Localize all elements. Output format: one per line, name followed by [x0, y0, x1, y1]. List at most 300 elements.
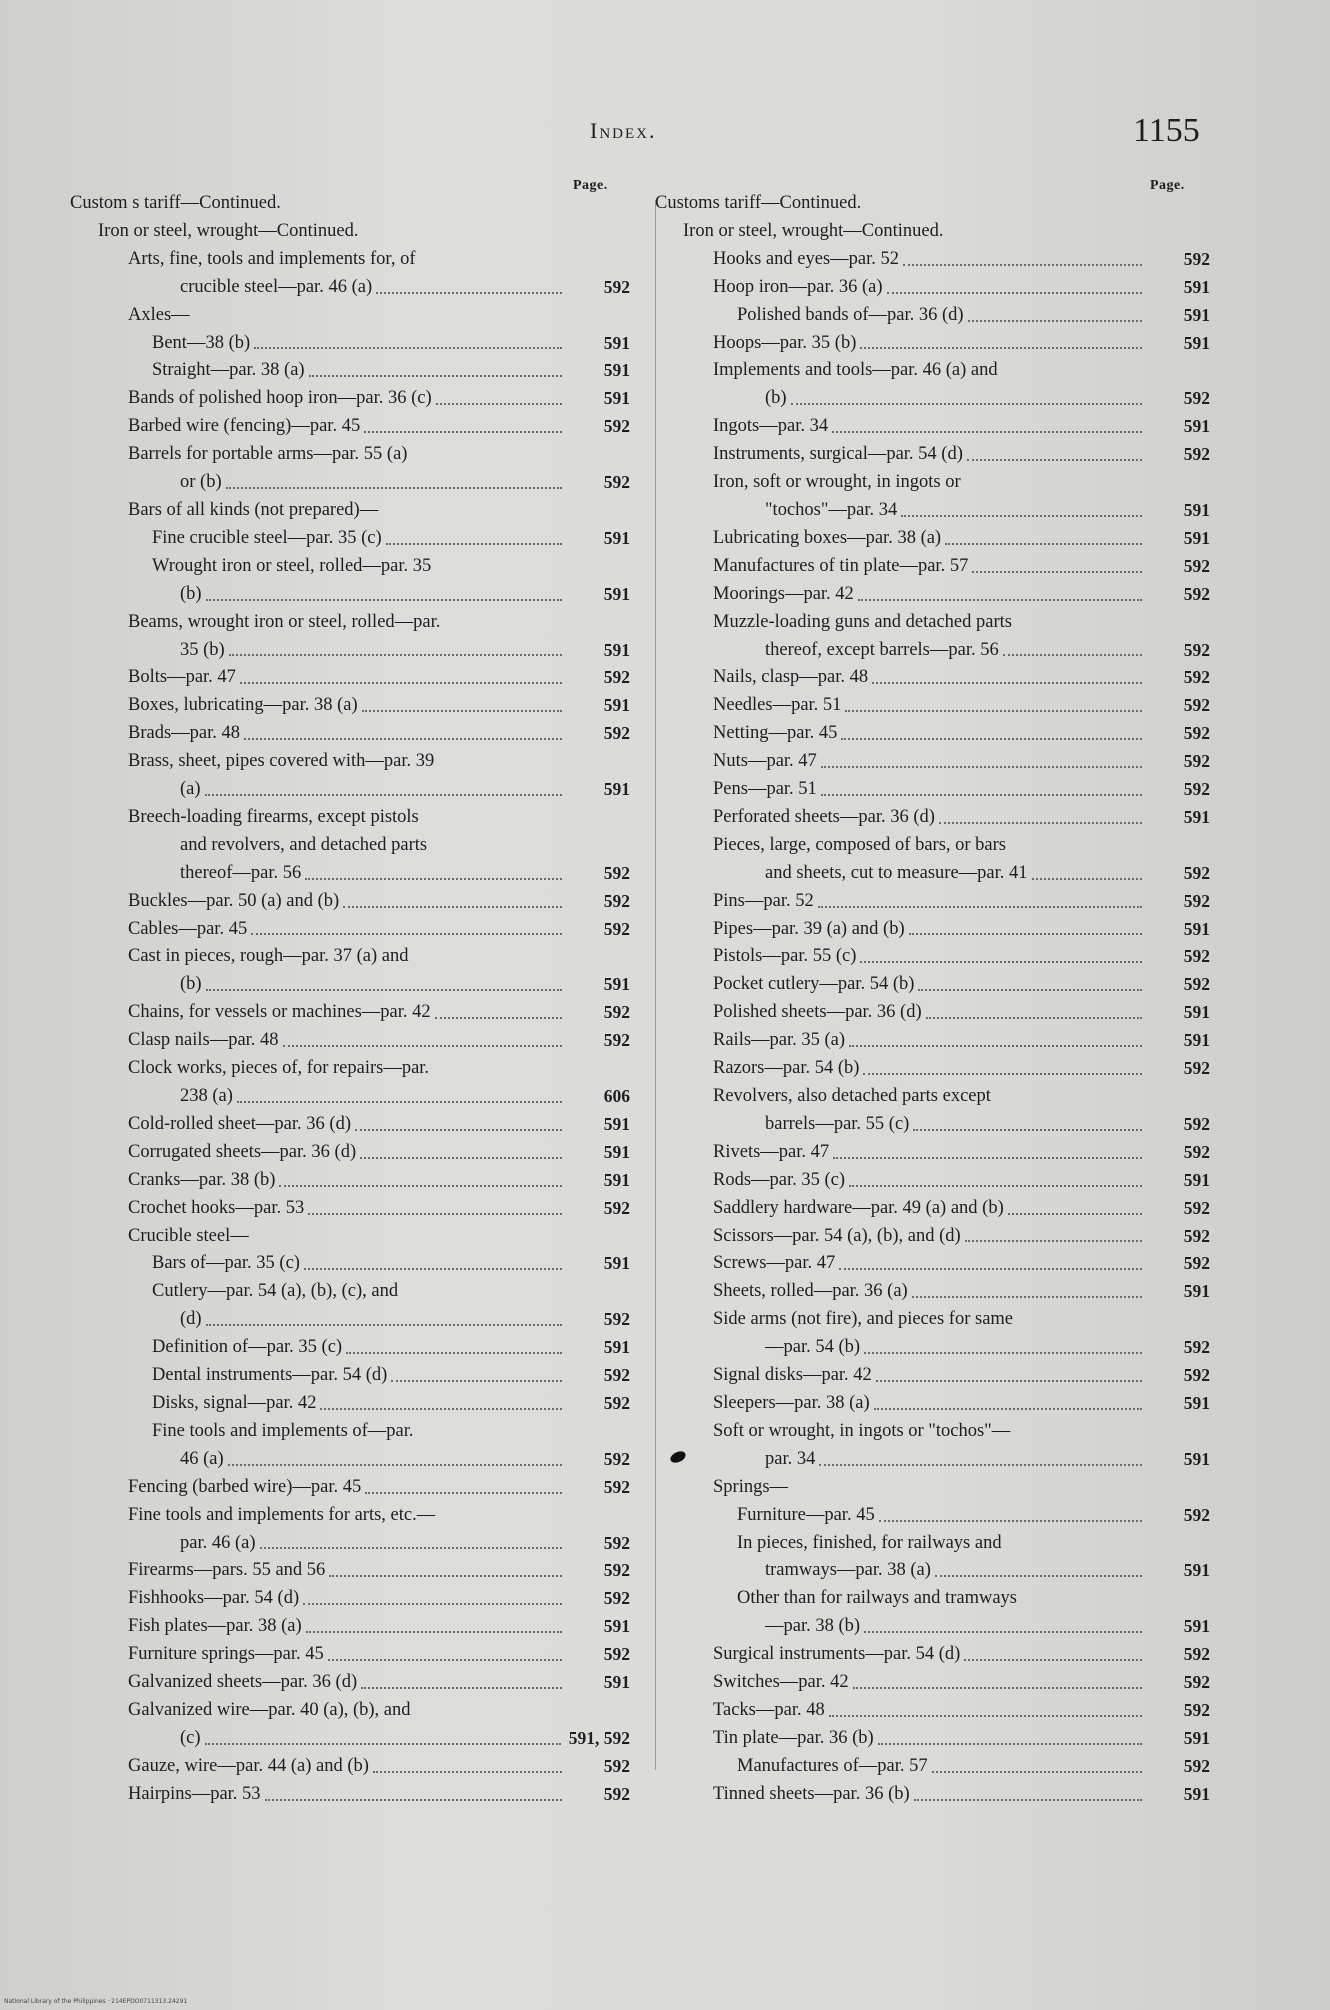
index-entry-page: 592: [603, 862, 630, 883]
dot-leader: [436, 403, 562, 405]
index-entry-text: Fish plates—par. 38 (a): [128, 1616, 302, 1637]
index-entry-text: Nuts—par. 47: [713, 751, 817, 772]
index-entry-text: Pocket cutlery—par. 54 (b): [713, 974, 915, 995]
index-entry-page: 592: [603, 1448, 630, 1469]
index-entry: [655, 1390, 1210, 1418]
index-entry-text: Manufactures of—par. 57: [737, 1755, 928, 1776]
index-entry-text: Fine crucible steel—par. 35 (c): [152, 527, 382, 548]
dot-leader: [901, 515, 1142, 517]
index-entry: [655, 1055, 1210, 1083]
index-entry: [70, 637, 630, 665]
index-entry-page: 591: [1183, 527, 1210, 548]
index-entry-page: 592: [1183, 1113, 1210, 1134]
index-entry-text: Side arms (not fire), and pieces for same: [713, 1309, 1014, 1330]
index-entry-text: Cables—par. 45: [128, 918, 248, 939]
left-page-column-head: Page.: [573, 178, 608, 193]
index-entry-page: 591: [1183, 1002, 1210, 1023]
index-entry: [655, 581, 1210, 609]
dot-leader: [355, 1129, 562, 1131]
index-entry-text: Pipes—par. 39 (a) and (b): [713, 918, 905, 939]
dot-leader: [283, 1045, 562, 1047]
index-entry-page: 592: [603, 1002, 630, 1023]
dot-leader: [1032, 878, 1142, 880]
dot-leader: [365, 1492, 562, 1494]
dot-leader: [849, 1185, 1142, 1187]
index-entry-page: 592: [1183, 639, 1210, 660]
dot-leader: [841, 738, 1142, 740]
index-entry: [70, 1725, 630, 1753]
index-entry: [70, 1530, 630, 1558]
index-entry-page: 592: [603, 472, 630, 493]
index-entry-page: 592: [1183, 862, 1210, 883]
index-entry-text: (a): [180, 779, 201, 800]
index-entry-text: Revolvers, also detached parts except: [713, 1086, 991, 1106]
index-entry-page: 591: [603, 1113, 630, 1134]
index-entry-page: 592: [603, 276, 630, 297]
dot-leader: [903, 264, 1142, 266]
index-entry: [655, 1613, 1210, 1641]
index-entry-page: 592: [1183, 1225, 1210, 1246]
index-entry-page: 592: [603, 416, 630, 437]
index-entry-page: 592: [1183, 1058, 1210, 1079]
index-entry: [655, 1585, 1210, 1613]
index-entry-text: Breech-loading firearms, except pistols: [128, 806, 419, 827]
index-entry: [70, 1697, 630, 1725]
dot-leader: [845, 710, 1142, 712]
index-entry: [655, 1725, 1210, 1753]
index-entry-page: 592: [1183, 583, 1210, 604]
index-entry: [70, 692, 630, 720]
index-entry-page: 592: [1183, 667, 1210, 688]
index-entry-text: Disks, signal—par. 42: [152, 1392, 317, 1413]
index-entry-text: Crucible steel—: [128, 1225, 249, 1246]
index-entry-text: Furniture—par. 45: [737, 1504, 875, 1525]
index-entry-text: Netting—par. 45: [713, 723, 838, 744]
index-entry-text: tramways—par. 38 (a): [765, 1560, 931, 1581]
index-entry-text: Fine tools and implements of—par.: [152, 1420, 414, 1441]
index-entry-text: Boxes, lubricating—par. 38 (a): [128, 695, 358, 716]
dot-leader: [305, 878, 562, 880]
index-entry-text: (d): [180, 1309, 202, 1330]
dot-leader: [914, 1799, 1142, 1801]
index-entry-page: 592: [603, 1392, 630, 1413]
index-entry: [70, 218, 630, 246]
index-entry-page: 591: [1183, 806, 1210, 827]
index-entry-page: 592: [603, 1588, 630, 1609]
index-entry-page: 592: [1183, 723, 1210, 744]
dot-leader: [818, 906, 1142, 908]
dot-leader: [391, 1380, 562, 1382]
index-entry: [655, 1167, 1210, 1195]
index-entry-text: Furniture springs—par. 45: [128, 1644, 324, 1665]
index-entry: [655, 525, 1210, 553]
index-entry-page: 592: [1183, 751, 1210, 772]
dot-leader: [833, 1157, 1142, 1159]
index-entry: [70, 1446, 630, 1474]
index-entry-page: 591: [1183, 1030, 1210, 1051]
index-entry-page: 591: [603, 1141, 630, 1162]
index-entry-page: 592: [1183, 695, 1210, 716]
index-entry-page: 591: [1183, 304, 1210, 325]
index-entry-text: Custom s tariff—Continued.: [70, 193, 281, 213]
index-entry-text: Wrought iron or steel, rolled—par. 35: [152, 555, 432, 576]
index-entry-page: 592: [603, 1755, 630, 1776]
right-page-column-head: Page.: [1150, 178, 1185, 193]
index-entry: [70, 1139, 630, 1167]
index-entry-page: 592: [1183, 388, 1210, 409]
index-entry-page: 592: [1183, 1644, 1210, 1665]
dot-leader: [303, 1603, 562, 1605]
index-entry: [70, 916, 630, 944]
index-entry-page: 591: [1183, 918, 1210, 939]
index-entry-page: 592: [603, 1532, 630, 1553]
index-entry-text: Bands of polished hoop iron—par. 36 (c): [128, 388, 432, 409]
index-entry: [655, 664, 1210, 692]
index-entry-text: Manufactures of tin plate—par. 57: [713, 555, 969, 576]
dot-leader: [879, 1520, 1142, 1522]
dot-leader: [346, 1352, 562, 1354]
dot-leader: [328, 1659, 562, 1661]
index-entry-page: 592: [603, 918, 630, 939]
index-entry: [655, 776, 1210, 804]
dot-leader: [361, 1687, 562, 1689]
dot-leader: [206, 1324, 562, 1326]
dot-leader: [858, 599, 1142, 601]
index-entry-text: Brads—par. 48: [128, 723, 241, 744]
index-entry-page: 592: [1183, 444, 1210, 465]
index-entry: [70, 1502, 630, 1530]
dot-leader: [329, 1575, 562, 1577]
index-entry-text: Iron or steel, wrought—Continued.: [683, 220, 944, 241]
dot-leader: [229, 654, 562, 656]
dot-leader: [860, 347, 1142, 349]
index-entry-text: Surgical instruments—par. 54 (d): [713, 1644, 961, 1665]
dot-leader: [364, 431, 562, 433]
index-entry-text: Tin plate—par. 36 (b): [713, 1727, 874, 1748]
index-entry-text: Rivets—par. 47: [713, 1141, 830, 1162]
dot-leader: [839, 1268, 1142, 1270]
index-entry-text: Straight—par. 38 (a): [152, 360, 305, 381]
index-entry: [70, 664, 630, 692]
index-entry: [70, 1111, 630, 1139]
index-entry: [655, 553, 1210, 581]
index-entry-text: (c): [180, 1727, 201, 1748]
index-entry-text: Chains, for vessels or machines—par. 42: [128, 1002, 431, 1023]
index-entry: [655, 1557, 1210, 1585]
index-entry-text: —par. 38 (b): [765, 1616, 861, 1637]
index-entry-text: Muzzle-loading guns and detached parts: [713, 611, 1012, 632]
index-entry: [70, 832, 630, 860]
index-entry-text: Bent—38 (b): [152, 332, 251, 353]
index-entry-page: 606: [603, 1086, 630, 1106]
index-entry-text: Firearms—pars. 55 and 56: [128, 1560, 326, 1581]
index-entry: [70, 776, 630, 804]
index-entry-text: In pieces, finished, for railways and: [737, 1532, 1002, 1553]
dot-leader: [967, 459, 1142, 461]
index-entry-text: Lubricating boxes—par. 38 (a): [713, 527, 942, 548]
index-entry-text: Clasp nails—par. 48: [128, 1030, 279, 1051]
index-entry-text: Cranks—par. 38 (b): [128, 1169, 276, 1190]
index-entry-text: Pistols—par. 55 (c): [713, 946, 857, 967]
page-number: 1155: [1133, 112, 1200, 149]
index-entry: [655, 190, 1210, 218]
dot-leader: [821, 794, 1142, 796]
index-entry-page: 592: [1183, 779, 1210, 800]
index-entry-page: 591, 592: [568, 1727, 630, 1748]
index-entry-text: Polished bands of—par. 36 (d): [737, 304, 964, 325]
index-entry-text: Cold-rolled sheet—par. 36 (d): [128, 1113, 351, 1134]
dot-leader: [373, 1771, 562, 1773]
index-entry: [70, 1195, 630, 1223]
index-entry-text: Springs—: [713, 1476, 789, 1497]
index-entry: [70, 888, 630, 916]
dot-leader: [872, 682, 1142, 684]
right-index-column: [655, 190, 1210, 1809]
index-entry-text: and revolvers, and detached parts: [180, 834, 428, 855]
index-entry-text: Implements and tools—par. 46 (a) and: [713, 360, 998, 381]
index-entry: [655, 330, 1210, 358]
index-entry: [70, 497, 630, 525]
index-entry: [655, 385, 1210, 413]
index-entry-text: (b): [765, 388, 787, 409]
index-entry-page: 592: [1183, 1699, 1210, 1720]
dot-leader: [935, 1575, 1142, 1577]
index-entry-page: 592: [1183, 1253, 1210, 1274]
index-entry-text: Galvanized sheets—par. 36 (d): [128, 1672, 358, 1693]
dot-leader: [254, 347, 562, 349]
dot-leader: [206, 989, 562, 991]
dot-leader: [240, 682, 562, 684]
index-entry-text: 35 (b): [180, 639, 225, 660]
index-entry-text: Buckles—par. 50 (a) and (b): [128, 890, 340, 911]
index-entry-text: Axles—: [128, 304, 190, 325]
running-header-title: Index.: [590, 118, 657, 143]
index-entry: [655, 1027, 1210, 1055]
index-entry-text: Tacks—par. 48: [713, 1699, 825, 1720]
index-entry-page: 591: [1183, 499, 1210, 520]
index-entry-text: Crochet hooks—par. 53: [128, 1197, 305, 1218]
dot-leader: [228, 1464, 562, 1466]
index-entry: [655, 720, 1210, 748]
index-entry: [70, 748, 630, 776]
index-entry-text: "tochos"—par. 34: [765, 499, 898, 520]
index-entry-page: 592: [603, 1476, 630, 1497]
index-entry: [655, 1418, 1210, 1446]
index-entry-text: Barbed wire (fencing)—par. 45: [128, 416, 361, 437]
index-entry-page: 591: [1183, 1783, 1210, 1804]
index-entry: [70, 1334, 630, 1362]
index-entry: [655, 1362, 1210, 1390]
index-entry: [655, 469, 1210, 497]
index-entry-page: 591: [1183, 1392, 1210, 1413]
index-entry-page: 591: [603, 527, 630, 548]
dot-leader: [832, 431, 1142, 433]
index-entry-text: Cast in pieces, rough—par. 37 (a) and: [128, 946, 409, 967]
index-entry: [70, 1418, 630, 1446]
dot-leader: [965, 1240, 1142, 1242]
index-entry-text: Soft or wrought, in ingots or "tochos"—: [713, 1420, 1011, 1441]
index-entry: [70, 385, 630, 413]
index-entry: [70, 1055, 630, 1083]
dot-leader: [362, 710, 562, 712]
index-entry: [655, 971, 1210, 999]
index-entry: [655, 1306, 1210, 1334]
index-entry: [655, 999, 1210, 1027]
index-entry-page: 592: [1183, 974, 1210, 995]
dot-leader: [360, 1157, 562, 1159]
dot-leader: [237, 1101, 562, 1103]
index-entry-page: 591: [603, 779, 630, 800]
dot-leader: [876, 1380, 1142, 1382]
index-entry-text: Nails, clasp—par. 48: [713, 667, 869, 688]
index-entry-text: Rods—par. 35 (c): [713, 1169, 846, 1190]
dot-leader: [849, 1045, 1142, 1047]
index-entry-text: 46 (a): [180, 1448, 224, 1469]
index-entry: [655, 1278, 1210, 1306]
index-entry-page: 592: [1183, 1672, 1210, 1693]
index-entry-text: Corrugated sheets—par. 36 (d): [128, 1141, 357, 1162]
index-entry-text: (b): [180, 583, 202, 604]
index-entry-text: or (b): [180, 472, 222, 493]
index-entry-text: Perforated sheets—par. 36 (d): [713, 806, 935, 827]
dot-leader: [968, 320, 1142, 322]
dot-leader: [791, 403, 1142, 405]
index-entry-page: 591: [1183, 416, 1210, 437]
index-entry: [655, 1474, 1210, 1502]
index-entry: [655, 1250, 1210, 1278]
index-entry: [70, 302, 630, 330]
dot-leader: [887, 292, 1142, 294]
dot-leader: [1003, 654, 1142, 656]
index-entry-text: Definition of—par. 35 (c): [152, 1337, 343, 1358]
index-entry: [70, 999, 630, 1027]
dot-leader: [860, 961, 1142, 963]
index-entry-page: 592: [603, 890, 630, 911]
index-entry: [70, 1083, 630, 1111]
index-entry: [70, 246, 630, 274]
dot-leader: [386, 543, 562, 545]
index-entry: [655, 804, 1210, 832]
dot-leader: [308, 1213, 562, 1215]
index-entry-text: par. 34: [765, 1448, 816, 1469]
index-entry-text: Moorings—par. 42: [713, 583, 854, 604]
dot-leader: [226, 487, 562, 489]
dot-leader: [376, 292, 562, 294]
dot-leader: [205, 794, 562, 796]
index-entry-text: Pens—par. 51: [713, 779, 817, 800]
index-entry-page: 592: [1183, 1755, 1210, 1776]
index-entry-page: 591: [603, 360, 630, 381]
index-entry: [70, 190, 630, 218]
index-entry-text: and sheets, cut to measure—par. 41: [765, 862, 1028, 883]
index-entry: [655, 916, 1210, 944]
dot-leader: [819, 1464, 1142, 1466]
index-entry: [70, 1474, 630, 1502]
dot-leader: [306, 1631, 562, 1633]
dot-leader: [320, 1408, 562, 1410]
index-entry-text: Polished sheets—par. 36 (d): [713, 1002, 922, 1023]
index-entry-page: 591: [603, 583, 630, 604]
index-entry-text: Pins—par. 52: [713, 890, 814, 911]
dot-leader: [853, 1687, 1142, 1689]
index-entry: [655, 1111, 1210, 1139]
dot-leader: [304, 1268, 562, 1270]
index-entry-page: 591: [603, 695, 630, 716]
dot-leader: [260, 1547, 562, 1549]
index-entry: [655, 943, 1210, 971]
index-entry-page: 591: [603, 1616, 630, 1637]
index-entry: [70, 1362, 630, 1390]
dot-leader: [206, 599, 562, 601]
dot-leader: [864, 1352, 1142, 1354]
index-entry-page: 591: [603, 639, 630, 660]
index-entry-text: Razors—par. 54 (b): [713, 1058, 860, 1079]
index-entry: [70, 413, 630, 441]
dot-leader: [909, 933, 1142, 935]
index-entry-text: Other than for railways and tramways: [737, 1588, 1017, 1609]
dot-leader: [912, 1296, 1142, 1298]
index-entry: [70, 441, 630, 469]
dot-leader: [918, 989, 1142, 991]
dot-leader: [874, 1408, 1142, 1410]
dot-leader: [939, 822, 1142, 824]
index-entry-page: 591: [603, 332, 630, 353]
index-entry: [70, 1557, 630, 1585]
index-entry-text: Tinned sheets—par. 36 (b): [713, 1783, 910, 1804]
index-entry: [70, 1753, 630, 1781]
index-entry-page: 592: [603, 1783, 630, 1804]
index-entry: [70, 1027, 630, 1055]
dot-leader: [244, 738, 562, 740]
index-entry: [655, 637, 1210, 665]
index-entry: [70, 860, 630, 888]
index-entry: [70, 274, 630, 302]
index-entry-page: 592: [603, 1560, 630, 1581]
index-entry-page: 592: [603, 1644, 630, 1665]
dot-leader: [251, 933, 562, 935]
index-entry-page: 591: [1183, 1616, 1210, 1637]
index-entry-text: barrels—par. 55 (c): [765, 1113, 910, 1134]
index-entry: [70, 1669, 630, 1697]
index-entry: [655, 692, 1210, 720]
index-entry: [655, 218, 1210, 246]
index-entry: [655, 441, 1210, 469]
index-entry-text: Switches—par. 42: [713, 1672, 849, 1693]
dot-leader: [1008, 1213, 1142, 1215]
index-entry: [70, 469, 630, 497]
index-entry-page: 592: [1183, 890, 1210, 911]
dot-leader: [932, 1771, 1142, 1773]
left-index-column: [70, 190, 630, 1809]
index-entry: [655, 274, 1210, 302]
index-entry: [655, 860, 1210, 888]
index-entry-page: 591: [603, 1337, 630, 1358]
dot-leader: [864, 1631, 1142, 1633]
index-entry-page: 591: [603, 1672, 630, 1693]
index-entry: [655, 357, 1210, 385]
index-entry: [655, 302, 1210, 330]
index-entry-page: 591: [1183, 1169, 1210, 1190]
index-entry: [655, 1139, 1210, 1167]
index-entry-page: 591: [1183, 1448, 1210, 1469]
dot-leader: [309, 375, 562, 377]
index-entry: [70, 1613, 630, 1641]
index-entry: [655, 1446, 1210, 1474]
dot-leader: [878, 1743, 1142, 1745]
index-entry-page: 592: [1183, 946, 1210, 967]
index-entry-text: par. 46 (a): [180, 1532, 256, 1553]
index-entry-page: 592: [1183, 1141, 1210, 1162]
